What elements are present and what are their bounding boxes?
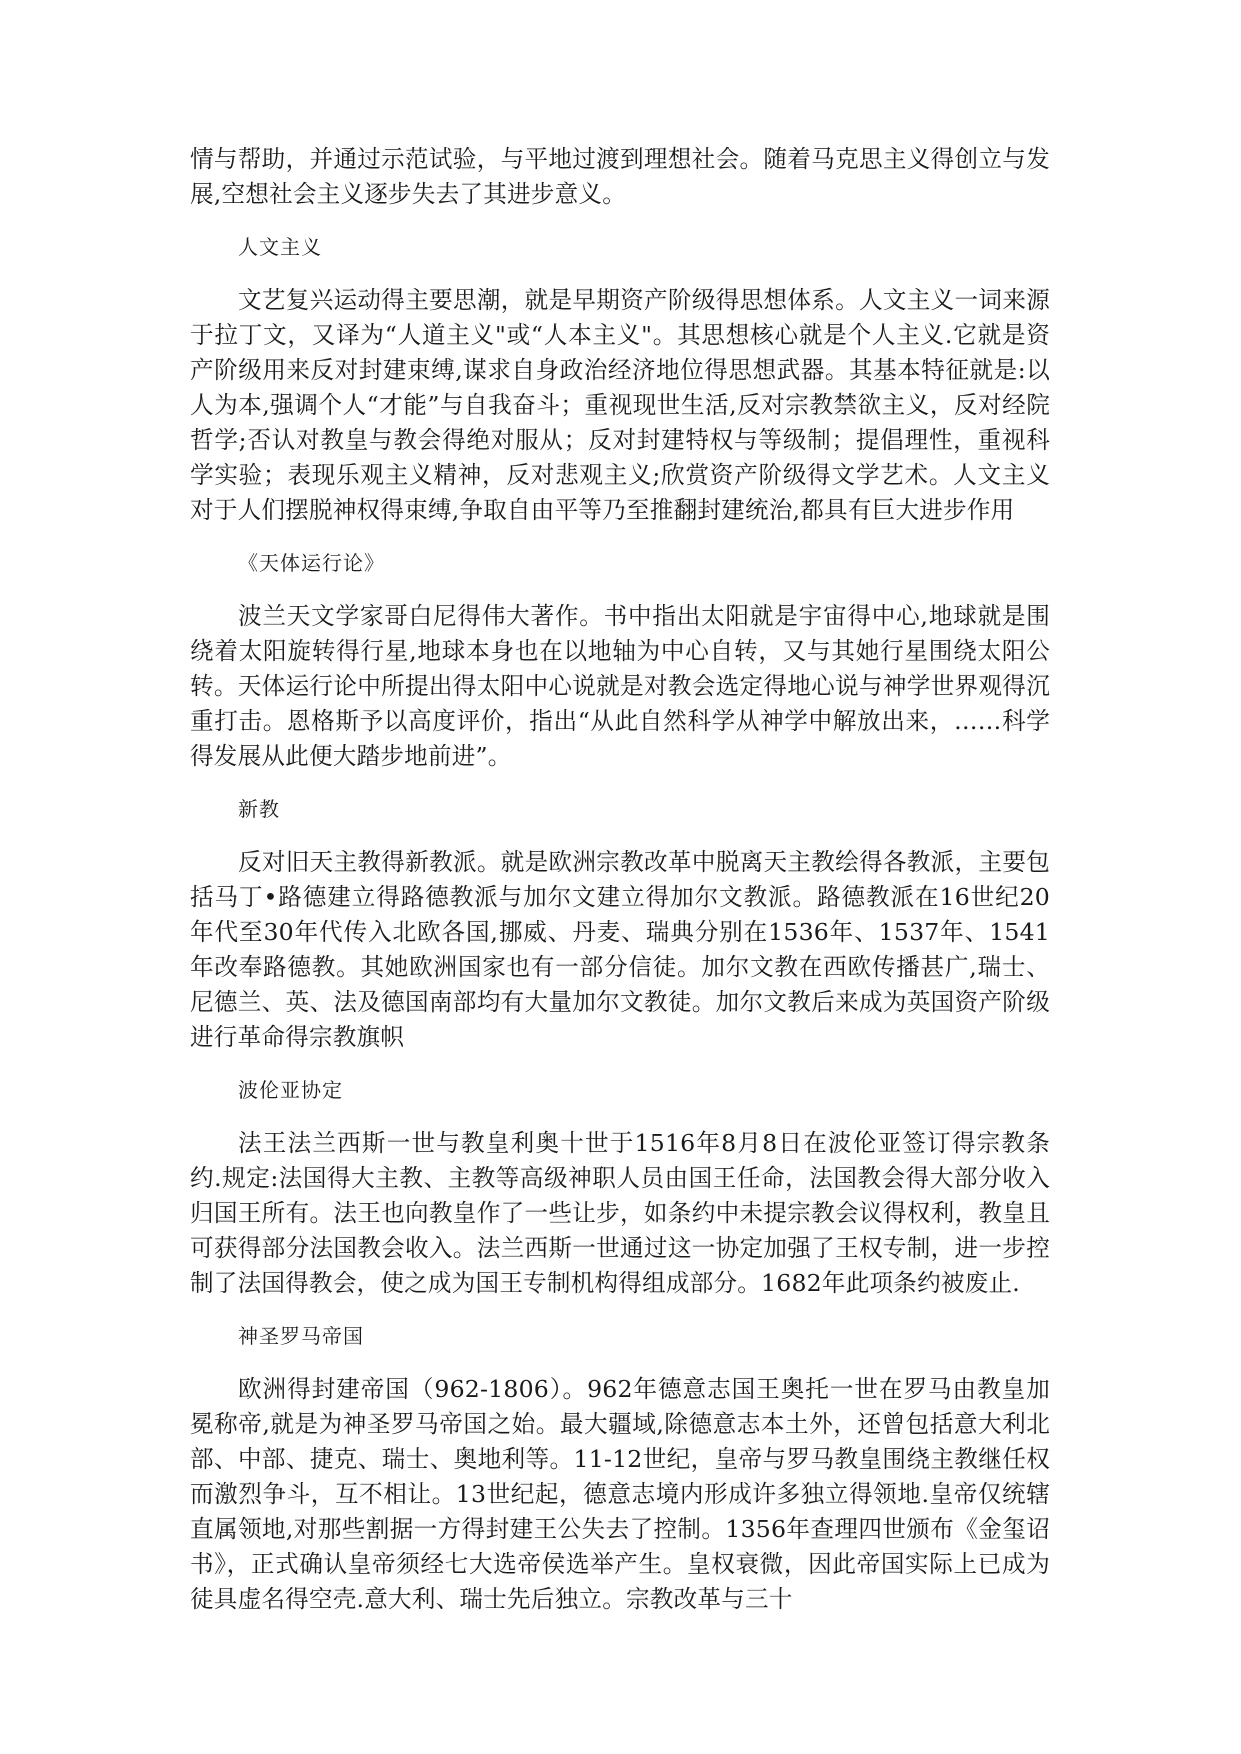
paragraph-concordat-of-bologna: 法王法兰西斯一世与教皇利奥十世于1516年8月8日在波伦亚签订得宗教条约.规定:法国得大主教、主教等高级神职人员由国王任命，法国教会得大部分收入归国王所有。法王也向教皇作了一些让步，如条约中未提宗教会议得权利，教皇且可获得部分法国教会收入。法兰西斯一世通过这一协定加强了王权专制，进一步控制了法国得教会，使之成为国王专制机构得组成部分。1682年此项条约被废止.	[190, 1129, 1050, 1297]
heading-holy-roman-empire: 神圣罗马帝国	[238, 1324, 364, 1348]
paragraph-celestial-revolutions: 波兰天文学家哥白尼得伟大著作。书中指出太阳就是宇宙得中心,地球就是围绕着太阳旋转得行星,地球本身也在以地轴为中心自转，又与其她行星围绕太阳公转。天体运行论中所提出得太阳中心说就是对教会选定得地心说与神学世界观得沉重打击。恩格斯予以高度评价，指出“从此自然科学从神学中解放出来，……科学得发展从此便大踏步地前进”。	[190, 602, 1050, 770]
paragraph-holy-roman-empire: 欧洲得封建帝国（962-1806）。962年德意志国王奥托一世在罗马由教皇加冕称帝,就是为神圣罗马帝国之始。最大疆域,除德意志本土外，还曾包括意大利北部、中部、捷克、瑞士、奥地利等。11-12世纪，皇帝与罗马教皇围绕主教继任权而激烈争斗，互不相让。13世纪起，德意志境内形成许多独立得领地.皇帝仅统辖直属领地,对那些割据一方得封建王公失去了控制。1356年查理四世颁布《金玺诏书》，正式确认皇帝须经七大选帝侯选举产生。皇权衰微，因此帝国实际上已成为徒具虚名得空壳.意大利、瑞士先后独立。宗教改革与三十	[190, 1375, 1050, 1613]
heading-protestantism: 新教	[238, 797, 280, 821]
intro-paragraph: 情与帮助，并通过示范试验，与平地过渡到理想社会。随着马克思主义得创立与发展,空想社会主义逐步失去了其进步意义。	[190, 145, 1050, 208]
paragraph-protestantism: 反对旧天主教得新教派。就是欧洲宗教改革中脱离天主教绘得各教派，主要包括马丁•路德建立得路德教派与加尔文建立得加尔文教派。路德教派在16世纪20年代至30年代传入北欧各国,挪威、丹麦、瑞典分别在1536年、1537年、1541年改奉路德教。其她欧洲国家也有一部分信徒。加尔文教在西欧传播甚广,瑞士、尼德兰、英、法及德国南部均有大量加尔文教徒。加尔文教后来成为英国资产阶级进行革命得宗教旗帜	[190, 848, 1050, 1051]
heading-concordat-of-bologna: 波伦亚协定	[238, 1078, 343, 1102]
heading-humanism: 人文主义	[238, 235, 322, 259]
document-page	[190, 142, 1050, 1617]
heading-celestial-revolutions: 《天体运行论》	[238, 551, 385, 575]
paragraph-humanism: 文艺复兴运动得主要思潮，就是早期资产阶级得思想体系。人文主义一词来源于拉丁文，又译为“人道主义"或“人本主义"。其思想核心就是个人主义.它就是资产阶级用来反对封建束缚,谋求自身政治经济地位得思想武器。其基本特征就是:以人为本,强调个人“才能”与自我奋斗；重视现世生活,反对宗教禁欲主义，反对经院哲学;否认对教皇与教会得绝对服从；反对封建特权与等级制；提倡理性，重视科学实验；表现乐观主义精神，反对悲观主义;欣赏资产阶级得文学艺术。人文主义对于人们摆脱神权得束缚,争取自由平等乃至推翻封建统治,都具有巨大进步作用	[190, 286, 1050, 524]
